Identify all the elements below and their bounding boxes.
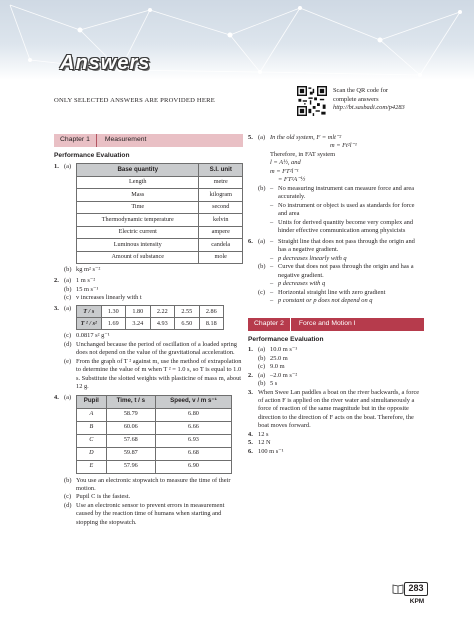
left-column [54, 134, 243, 527]
answer-line: – p decreases with q [270, 280, 326, 288]
question-2: 2. (a) –2.0 m s⁻² [248, 371, 298, 379]
equation-line: m = Ft²l⁻¹ [330, 142, 357, 150]
right-column [248, 134, 424, 456]
chapter-name: Measurement [104, 136, 147, 144]
table-row: Length metre [77, 176, 243, 189]
table-row: Thermodynamic temperature kelvin [77, 214, 243, 227]
table-row: Mass kilogram [77, 189, 243, 202]
speed-table: Pupil Time, t / s Speed, v / m s⁻¹ A 58.79 6.80 B 60.06 6.66 C 57.68 6.93 D 59.87 6.68 E 57.96 6.90 [76, 395, 232, 474]
question-2: 2. (a) 1 m s⁻² [54, 277, 96, 285]
answer-line: (b) – Curve that does not pass through the origin and has a negative gradient. [258, 263, 414, 279]
answer-line: (b) You use an electronic stopwatch to measure the time of their motion. [64, 476, 231, 492]
answer-line: (b) 15 m s⁻¹ [64, 285, 99, 293]
question-4: 4. 12 s [248, 430, 269, 438]
table-row: Time second [77, 201, 243, 214]
chapter-tag: Chapter 1 [54, 134, 97, 147]
table-row: C 57.68 6.93 [77, 434, 232, 447]
table-row: A 58.79 6.80 [77, 408, 232, 421]
table-row: D 59.87 6.68 [77, 447, 232, 460]
part-label: (a) [64, 162, 72, 170]
qr-caption [333, 87, 405, 113]
answer-line: (d) Unchanged because the period of oscillation of a loaded spring does not depend on the value of the gravitational acceleration. [64, 340, 237, 357]
question-6: 6. (a) – Straight line that does not pass through the origin and has a negative gradient. [248, 237, 415, 254]
header-banner [0, 0, 474, 80]
answer-line: (e) From the graph of T ² against m, use the method of extrapolation to determine the value of m when T ² = 1.0 s, so T is equal to 1.0 s. Substitute the slotted weights with plasticine of mass m, about 12 g. [64, 357, 242, 391]
answer-line: (b) kg m² s⁻² [64, 266, 101, 274]
question-5: 5. (a) In the old system, F = mlt⁻² [248, 134, 342, 141]
book-icon [392, 584, 404, 594]
table-row: E 57.96 6.90 [77, 460, 232, 473]
answer-line: (c) v increases linearly with t [64, 294, 142, 302]
answer-line: (c) 0.0817 s² g⁻¹ [64, 332, 110, 340]
answer-line: – No instrument or object is used as standards for force and area [270, 201, 415, 218]
chapter-2-header [248, 318, 424, 331]
equation-line: l = A½, and [270, 159, 301, 167]
question-4: 4. (a) [54, 394, 72, 402]
table-row: Luminous intensity candela [77, 239, 243, 252]
qr-caption-line: complete answers [333, 95, 379, 103]
answer-line: Therefore, in FAT system [270, 150, 336, 158]
table-row: Amount of substance mole [77, 251, 243, 264]
publisher-label: KPM [409, 598, 425, 605]
answer-line: (b) 25.0 m [258, 354, 288, 362]
qr-caption-line: Scan the QR code for [333, 87, 389, 94]
question-6: 6. 100 m s⁻¹ [248, 447, 284, 455]
answers-logo: Answers [60, 52, 151, 74]
question-5: 5. 12 N [248, 439, 271, 447]
table-row: T ² / s² 1.69 3.24 4.93 6.50 8.18 [77, 318, 224, 330]
table-header: Base quantity [77, 164, 199, 177]
section-heading: Performance Evaluation [248, 335, 324, 343]
answer-line: – p constant or p does not depend on q [270, 297, 373, 305]
table-row: T / s 1.30 1.80 2.22 2.55 2.86 [77, 306, 224, 318]
qr-code-icon[interactable] [297, 86, 327, 116]
si-units-table [76, 163, 243, 264]
period-table [76, 305, 224, 330]
answer-line: (d) Use an electronic sensor to prevent errors in measurement caused by the reaction time of humans when starting and stopping the stopwatch. [64, 501, 225, 526]
table-header: S.I. unit [199, 164, 243, 177]
answer-line: (c) Pupil C is the fastest. [64, 493, 131, 501]
section-heading: Performance Evaluation [54, 152, 130, 159]
answer-line: (c) – Horizontal straight line with zero gradient [258, 288, 386, 296]
answer-line: – p decreases linearly with q [270, 254, 347, 262]
equation-line: m = FT²l⁻¹ [270, 167, 299, 175]
chapter-1-header [54, 134, 243, 147]
chapter-name: Force and Motion I [298, 319, 356, 327]
answer-line: – Units for derived quantity become very complex and hinder effective communication among physicists [270, 218, 414, 234]
table-row: Electric current ampere [77, 226, 243, 239]
answer-line: (b) – No measuring instrument can measure force and area accurately. [258, 184, 415, 201]
answer-line: (c) 9.0 m [258, 363, 285, 371]
table-row: B 60.06 6.66 [77, 421, 232, 434]
answer-line: (b) 5 s [258, 380, 278, 388]
question-1: 1. (a) 10.0 m s⁻¹ [248, 346, 298, 354]
question-3: 3. When Swee Lan paddles a boat on the river backwards, a force of action F is applied on the river water and simultaneously a force of reaction of the same magnitude but in the opposite direction to the direction of F acts on the boat. Therefore, the boat moves forward. [248, 388, 420, 430]
qr-link[interactable]: http://bt.sasbadi.com/p4283 [333, 104, 405, 112]
page-number: 283 [404, 582, 428, 596]
chapter-tag: Chapter 2 [248, 318, 291, 331]
question-3: 3. (a) [54, 304, 72, 312]
equation-line: = FT²A⁻½ [278, 176, 306, 184]
notice-text: ONLY SELECTED ANSWERS ARE PROVIDED HERE [54, 97, 215, 104]
question-number: 1. [54, 162, 59, 170]
